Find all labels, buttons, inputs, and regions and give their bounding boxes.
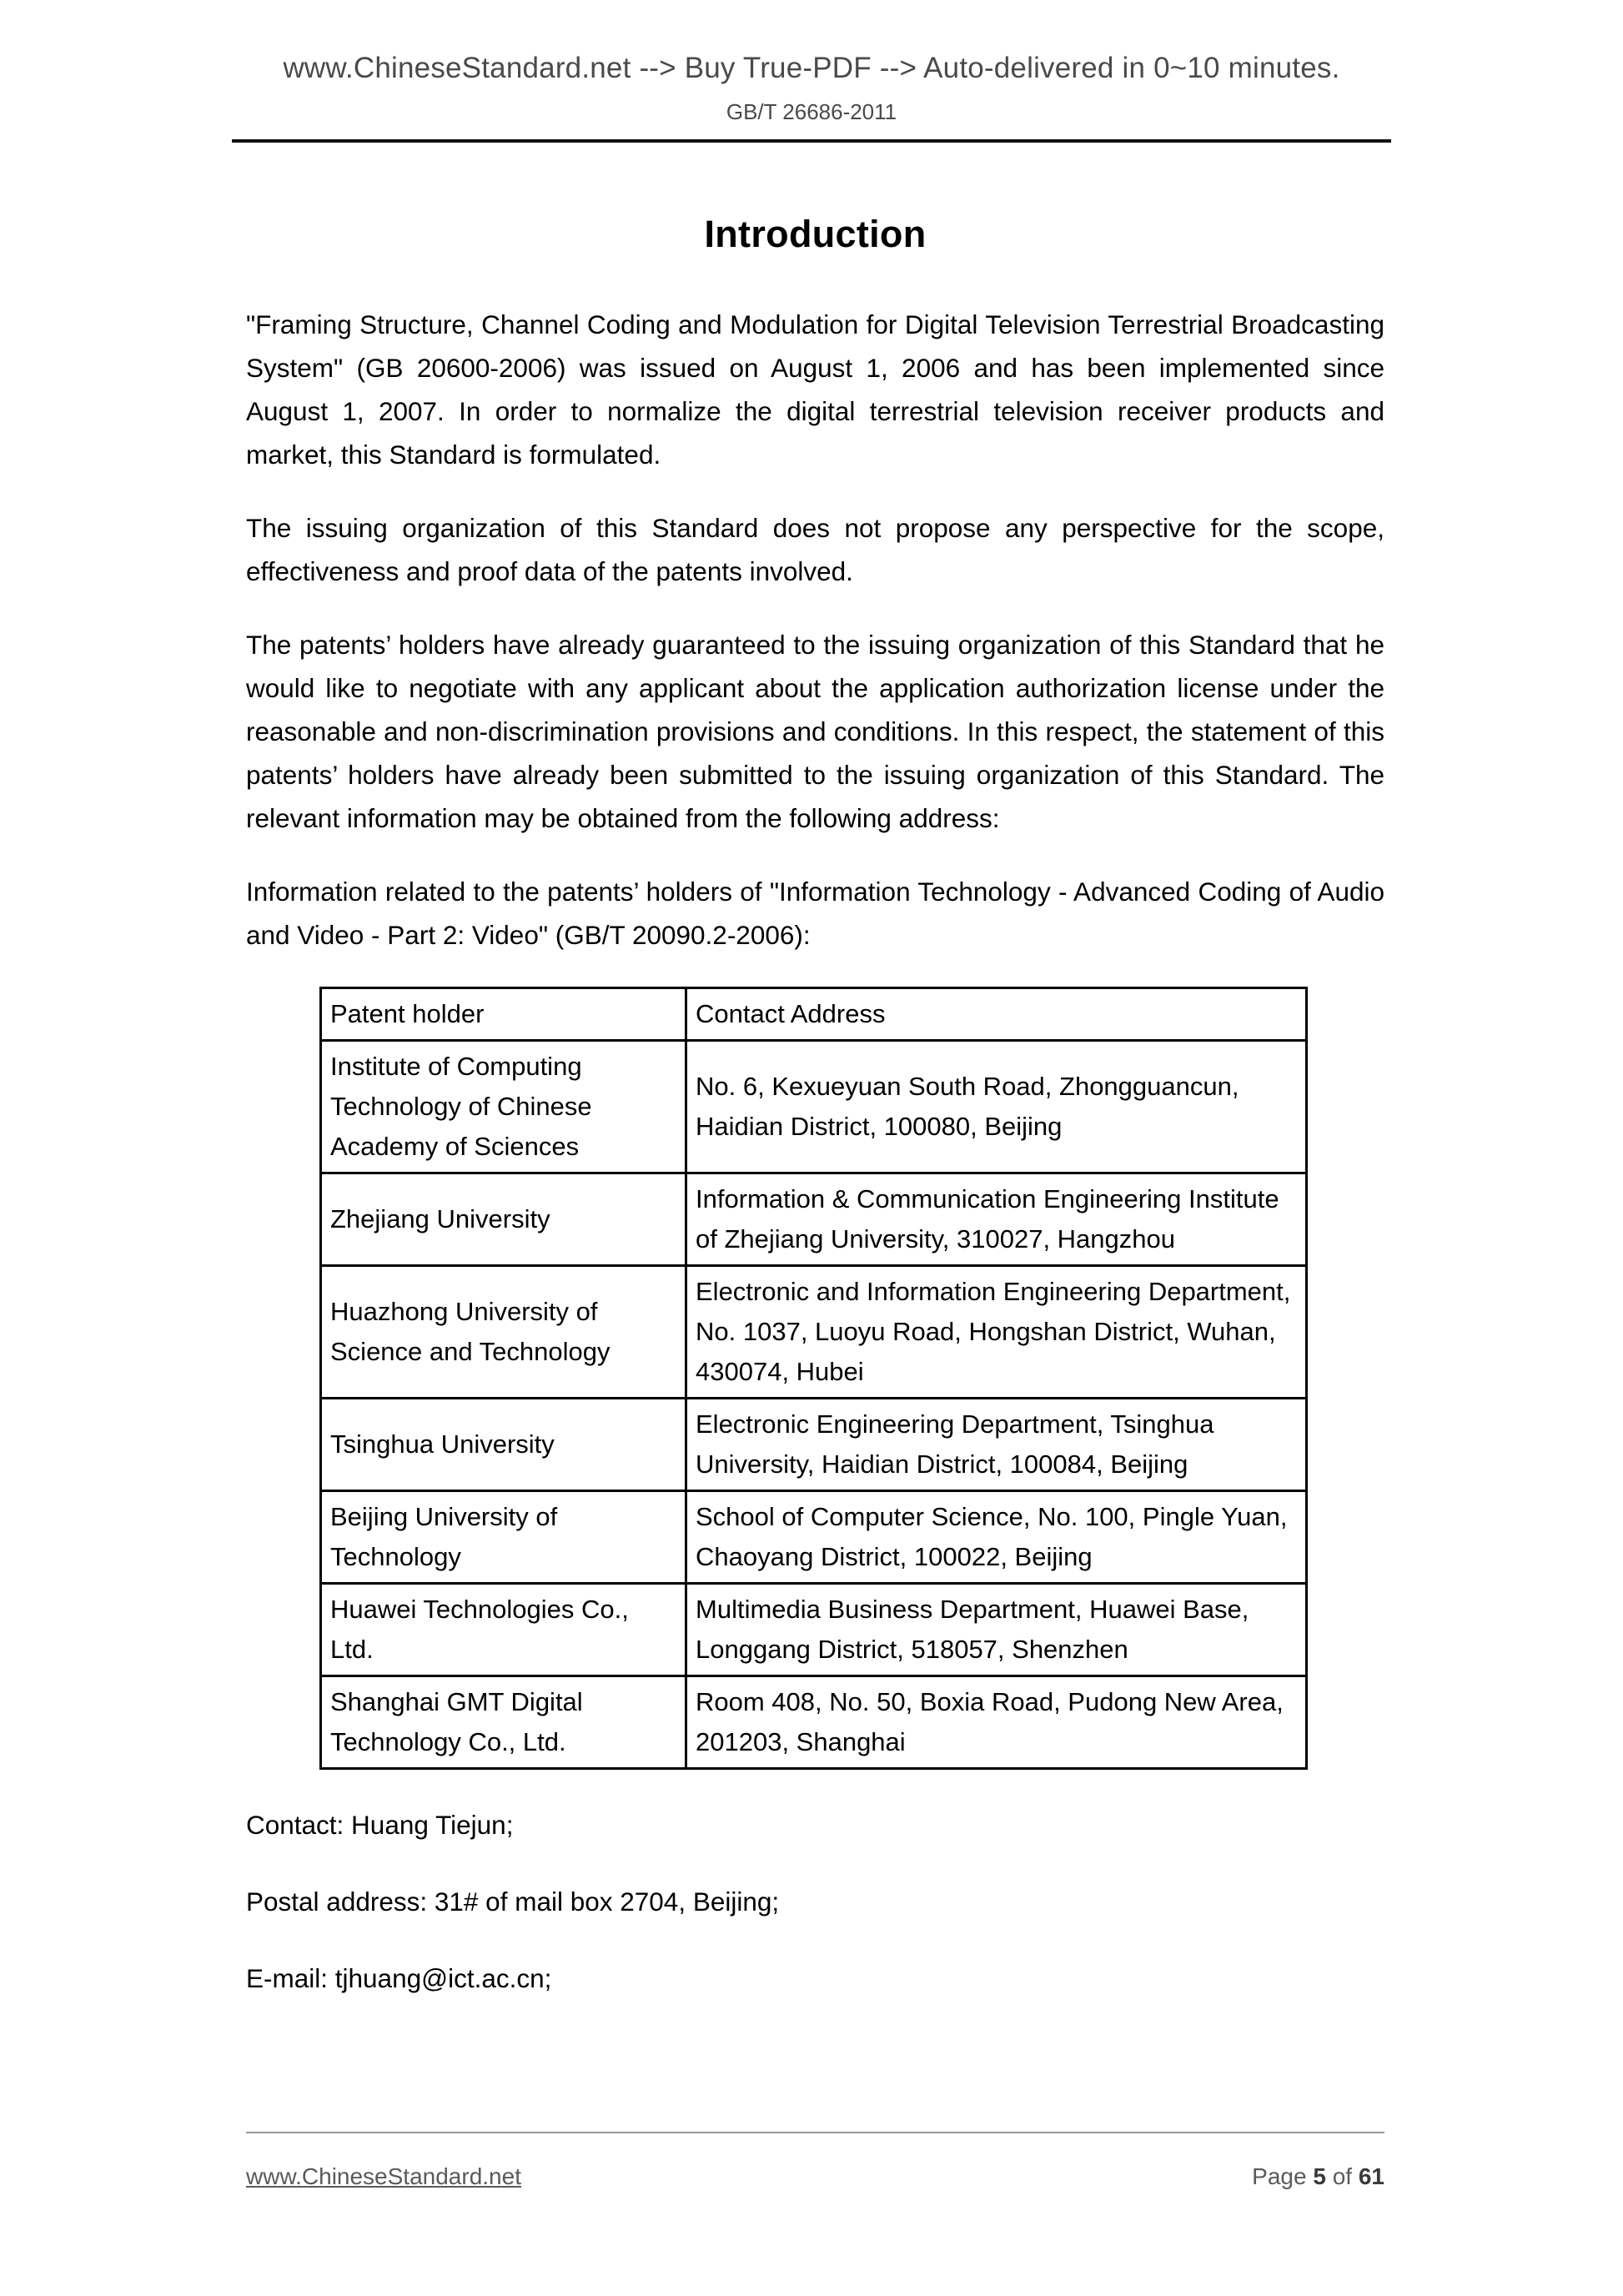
header-watermark: www.ChineseStandard.net --> Buy True-PDF --> Auto-delivered in 0~10 minutes. — [283, 52, 1340, 84]
footer-page-prefix: Page — [1252, 2163, 1307, 2189]
table-row — [321, 1584, 1307, 1676]
table-row — [321, 1399, 1307, 1491]
contact-email-line: E-mail: tjhuang@ict.ac.cn; — [246, 1963, 552, 1993]
footer-page-number: 5 — [1313, 2163, 1326, 2189]
paragraph-patent-holders-guarantee: The patents’ holders have already guaranteed to the issuing organization of this Standard that he would like to negotiate with any applicant about the application authorization license under the reasonable and non-discrimination provisions and conditions. In this respect, the statement of this patents’ holders have already been submitted to the issuing organization of this Standard. The relevant information may be obtained from the following address: — [246, 630, 1384, 833]
footer-page-middle: of — [1332, 2163, 1353, 2189]
contact-name-line: Contact: Huang Tiejun; — [246, 1810, 514, 1840]
footer-site-link[interactable]: www.ChineseStandard.net — [246, 2163, 521, 2189]
footer-row — [246, 2133, 1384, 2190]
patent-table-container — [319, 987, 1305, 1770]
page-footer — [246, 2132, 1384, 2190]
column-header-patent-holder: Patent holder — [321, 988, 686, 1041]
footer-page-total: 61 — [1358, 2163, 1384, 2189]
table-row — [321, 1041, 1307, 1173]
contact-block — [246, 1805, 1384, 1998]
cell-patent-holder: Zhejiang University — [321, 1173, 686, 1266]
table-row — [321, 1491, 1307, 1584]
paragraph-patent-table-intro: Information related to the patents’ holders of "Information Technology - Advanced Coding of Audio and Video - Part 2: Video" (GB/T 20090.2-2006): — [246, 877, 1384, 950]
cell-patent-holder: Institute of Computing Technology of Chinese Academy of Sciences — [321, 1041, 686, 1173]
contact-postal-line: Postal address: 31# of mail box 2704, Beijing; — [246, 1887, 780, 1917]
cell-patent-holder: Shanghai GMT Digital Technology Co., Ltd. — [321, 1676, 686, 1769]
footer-page-indicator — [1252, 2163, 1384, 2190]
cell-contact-address: School of Computer Science, No. 100, Pingle Yuan, Chaoyang District, 100022, Beijing — [686, 1491, 1307, 1584]
cell-contact-address: Electronic Engineering Department, Tsinghua University, Haidian District, 100084, Beijing — [686, 1399, 1307, 1491]
cell-contact-address: Electronic and Information Engineering Department, No. 1037, Luoyu Road, Hongshan District, Wuhan, 430074, Hubei — [686, 1266, 1307, 1399]
cell-patent-holder: Beijing University of Technology — [321, 1491, 686, 1584]
table-row — [321, 1173, 1307, 1266]
cell-contact-address: Multimedia Business Department, Huawei Base, Longgang District, 518057, Shenzhen — [686, 1584, 1307, 1676]
page-title: Introduction — [704, 213, 927, 255]
paragraph-framing-structure: "Framing Structure, Channel Coding and Modulation for Digital Television Terrestrial Broadcasting System" (GB 20600-2006) was issued on August 1, 2006 and has been implemented since August 1, 2007. In order to normalize the digital terrestrial television receiver products and market, this Standard is formulated. — [246, 309, 1384, 470]
cell-contact-address: No. 6, Kexueyuan South Road, Zhongguancun, Haidian District, 100080, Beijing — [686, 1041, 1307, 1173]
standard-code: GB/T 26686-2011 — [726, 99, 897, 124]
cell-contact-address: Room 408, No. 50, Boxia Road, Pudong New Area, 201203, Shanghai — [686, 1676, 1307, 1769]
cell-patent-holder: Huazhong University of Science and Technology — [321, 1266, 686, 1399]
paragraph-issuing-organization: The issuing organization of this Standard does not propose any perspective for the scope, effectiveness and proof data of the patents involved. — [246, 513, 1384, 586]
cell-patent-holder: Huawei Technologies Co., Ltd. — [321, 1584, 686, 1676]
page-content — [246, 213, 1384, 2035]
header-divider — [232, 139, 1391, 143]
cell-patent-holder: Tsinghua University — [321, 1399, 686, 1491]
cell-contact-address: Information & Communication Engineering Institute of Zhejiang University, 310027, Hangzhou — [686, 1173, 1307, 1266]
patent-holder-table — [319, 987, 1308, 1770]
table-row — [321, 1266, 1307, 1399]
table-row — [321, 1676, 1307, 1769]
page-header — [0, 0, 1623, 143]
table-header-row — [321, 988, 1307, 1041]
column-header-contact-address: Contact Address — [686, 988, 1307, 1041]
